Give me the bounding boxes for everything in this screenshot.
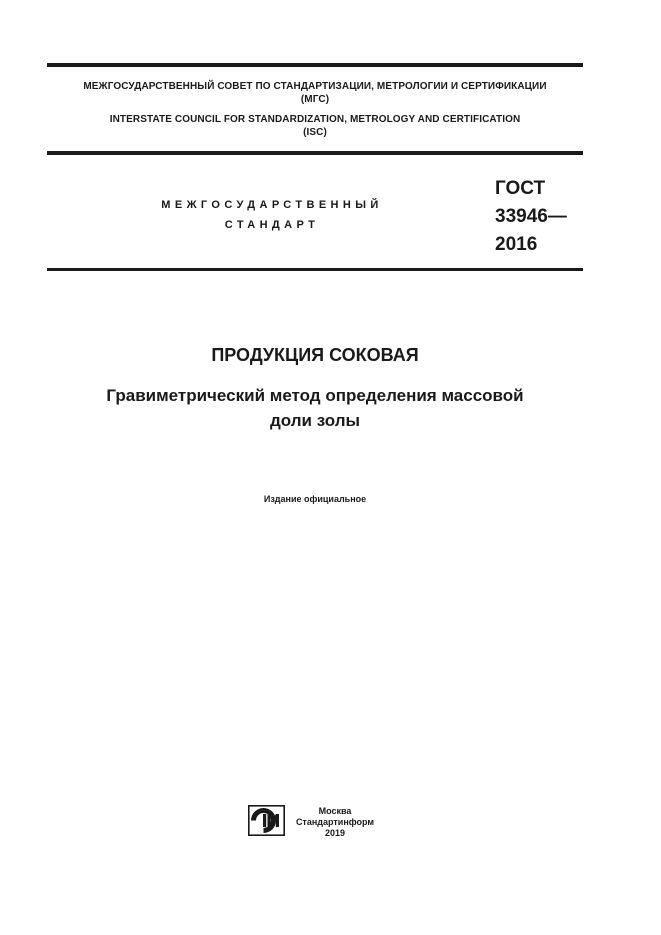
council-name-ru (47, 80, 583, 106)
middle-divider (47, 151, 583, 155)
council-abbr-ru: (МГС) (300, 94, 330, 105)
standard-kind (130, 195, 414, 235)
bottom-divider (47, 268, 583, 271)
council-name-ru-line1: МЕЖГОСУДАРСТВЕННЫЙ СОВЕТ ПО СТАНДАРТИЗАЦИИ, МЕТРОЛОГИИ И СЕРТИФИКАЦИИ (83, 81, 547, 92)
document-title: ПРОДУКЦИЯ СОКОВАЯ (211, 345, 419, 365)
publisher-name: Стандартинформ (295, 817, 375, 827)
top-divider (47, 63, 583, 67)
document-subtitle (47, 383, 583, 433)
gost-label: ГОСТ (495, 178, 546, 199)
publisher-city: Москва (318, 806, 352, 816)
document-subtitle-line2: доли золы (269, 411, 361, 430)
standard-kind-line2: СТАНДАРТ (224, 219, 320, 231)
standartinform-logo-icon (248, 805, 285, 836)
standard-kind-line1: МЕЖГОСУДАРСТВЕННЫЙ (161, 199, 383, 211)
gost-designation (495, 175, 567, 259)
gost-year: 2016 (495, 234, 538, 255)
council-abbr-en: (ISC) (303, 127, 327, 138)
council-name-en (47, 113, 583, 139)
council-name-en-line1: INTERSTATE COUNCIL FOR STANDARDIZATION, METROLOGY AND CERTIFICATION (109, 114, 521, 125)
publisher-info (290, 806, 380, 839)
document-subtitle-line1: Гравиметрический метод определения массовой (106, 386, 524, 405)
publication-year: 2019 (324, 828, 346, 838)
gost-number: 33946— (495, 206, 567, 227)
edition-label: Издание официальное (263, 494, 367, 504)
